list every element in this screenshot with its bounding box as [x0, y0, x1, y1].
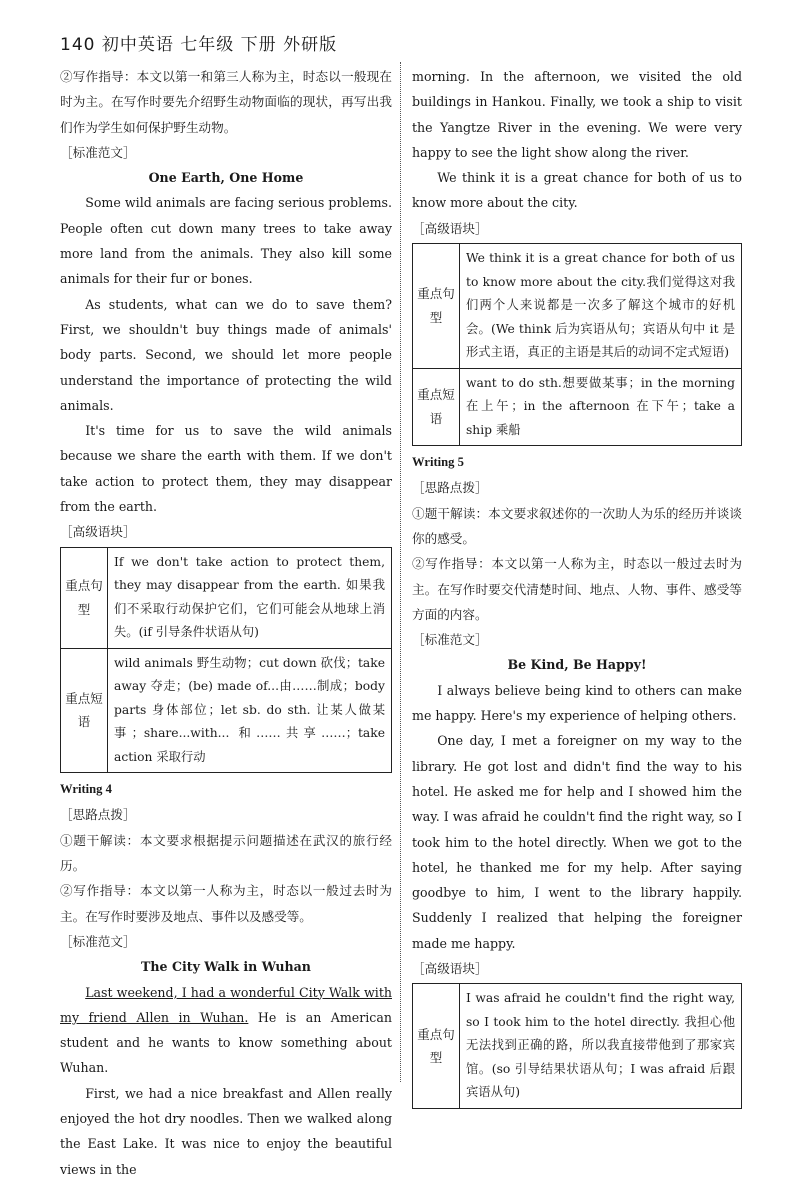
table-row: [413, 244, 742, 369]
advanced-chunks-table: [412, 983, 742, 1109]
section-title: Writing 4: [60, 782, 112, 797]
essay-paragraph: I always believe being kind to others can make me happy. Here's my experience of helping others.: [412, 682, 742, 724]
essay-title: Be Kind, Be Happy!: [507, 657, 647, 673]
essay-title: The City Walk in Wuhan: [141, 959, 311, 975]
section-title: Writing 5: [412, 455, 464, 470]
essay-title: One Earth, One Home: [148, 170, 304, 186]
advanced-chunks-table: [60, 547, 392, 774]
model-essay-label: ［标准范文］: [60, 933, 136, 949]
row-label: 重点句型: [413, 244, 460, 369]
essay-paragraph: Some wild animals are facing serious problems. People often cut down many trees to take away more land from the animals. They also kill some animals for their fur or bones.: [60, 195, 392, 287]
row-content: wild animals 野生动物；cut down 砍伐；take away 夺走；(be) made of...由……制成；body parts 身体部位；let sb. do sth. 让某人做某事；share...with... 和……共享……；take action 采取行动: [108, 648, 392, 773]
writing-guide: ②写作指导：本文以第一人称为主，时态以一般过去时为主。在写作时要交代清楚时间、地点、人物、事件、感受等方面的内容。: [412, 556, 742, 622]
essay-paragraph: One day, I met a foreigner on my way to the library. He got lost and didn't find the way to his hotel. He asked me for help and I showed him the way. I was afraid he couldn't find the right way, so I took him to the hotel directly. When we got to the hotel, he thanked me for my help. After saying goodbye to him, I went to the library happily. Suddenly I realized that helping the foreigner made me happy.: [412, 733, 742, 951]
table-row: [413, 984, 742, 1109]
advanced-chunks-table: [412, 243, 742, 446]
writing-guide: ②写作指导：本文以第一和第三人称为主，时态以一般现在时为主。在写作时要先介绍野生动物面临的现状，再写出我们作为学生如何保护野生动物。: [60, 69, 392, 135]
left-column: [60, 64, 392, 1182]
writing-guide: ②写作指导：本文以第一人称为主，时态以一般过去时为主。在写作时要涉及地点、事件以及感受等。: [60, 883, 392, 924]
table-row: [61, 547, 392, 648]
model-essay-label: ［标准范文］: [60, 144, 136, 160]
row-label: 重点句型: [413, 984, 460, 1109]
essay-paragraph: We think it is a great chance for both of us to know more about the city.: [412, 170, 742, 211]
row-content: We think it is a great chance for both of us to know more about the city.我们觉得这对我们两个人来说都是一次多了解这个城市的好机会。(We think 后为宾语从句；宾语从句中 it 是形式主语，真正的主语是其后的动词不定式短语): [460, 244, 742, 369]
row-content: If we don't take action to protect them, they may disappear from the earth. 如果我们不采取行动保护它们，它们可能会从地球上消失。(if 引导条件状语从句): [108, 547, 392, 648]
hint-label: ［思路点拨］: [60, 807, 136, 823]
underlined-sentence: Last weekend, I had a wonderful City Walk with my friend Allen in Wuhan.: [60, 984, 392, 1025]
advanced-chunks-label: ［高级语块］: [60, 524, 136, 540]
prompt-analysis: ①题干解读：本文要求叙述你的一次助人为乐的经历并谈谈你的感受。: [412, 505, 742, 546]
column-divider: [400, 62, 401, 1082]
paragraph-text: He is an American student and he wants to know something about Wuhan.: [60, 1009, 392, 1076]
essay-paragraph: [60, 980, 392, 1081]
row-label: 重点句型: [61, 547, 108, 648]
table-row: [413, 368, 742, 446]
row-content: I was afraid he couldn't find the right way, so I took him to the hotel directly. 我担心他无法找到正确的路，所以我直接带他到了那家宾馆。(so 引导结果状语从句；I was afraid 后跟宾语从句): [460, 984, 742, 1109]
advanced-chunks-label: ［高级语块］: [412, 220, 488, 236]
row-content: want to do sth.想要做某事；in the morning 在上午；in the afternoon 在下午；take a ship 乘船: [460, 368, 742, 446]
page-header: 140 初中英语 七年级 下册 外研版: [60, 35, 338, 55]
row-label: 重点短语: [413, 368, 460, 446]
essay-paragraph: morning. In the afternoon, we visited the old buildings in Hankou. Finally, we took a ship to visit the Yangtze River in the evening. We were very happy to see the light show along the river.: [412, 69, 742, 160]
essay-paragraph: It's time for us to save the wild animals because we share the earth with them. If we don't take action to protect them, they may disappear from the earth.: [60, 423, 392, 515]
essay-paragraph: First, we had a nice breakfast and Allen really enjoyed the hot dry noodles. Then we walked along the East Lake. It was nice to enjoy the beautiful views in the: [60, 1085, 392, 1177]
model-essay-label: ［标准范文］: [412, 632, 488, 648]
advanced-chunks-label: ［高级语块］: [412, 961, 488, 977]
prompt-analysis: ①题干解读：本文要求根据提示问题描述在武汉的旅行经历。: [60, 832, 392, 874]
essay-paragraph: As students, what can we do to save them? First, we shouldn't buy things made of animals' body parts. Second, we should let more people understand the importance of protecting the wild animals.: [60, 296, 392, 413]
table-row: [61, 648, 392, 773]
right-column: [412, 64, 742, 1113]
hint-label: ［思路点拨］: [412, 480, 488, 496]
row-label: 重点短语: [61, 648, 108, 773]
